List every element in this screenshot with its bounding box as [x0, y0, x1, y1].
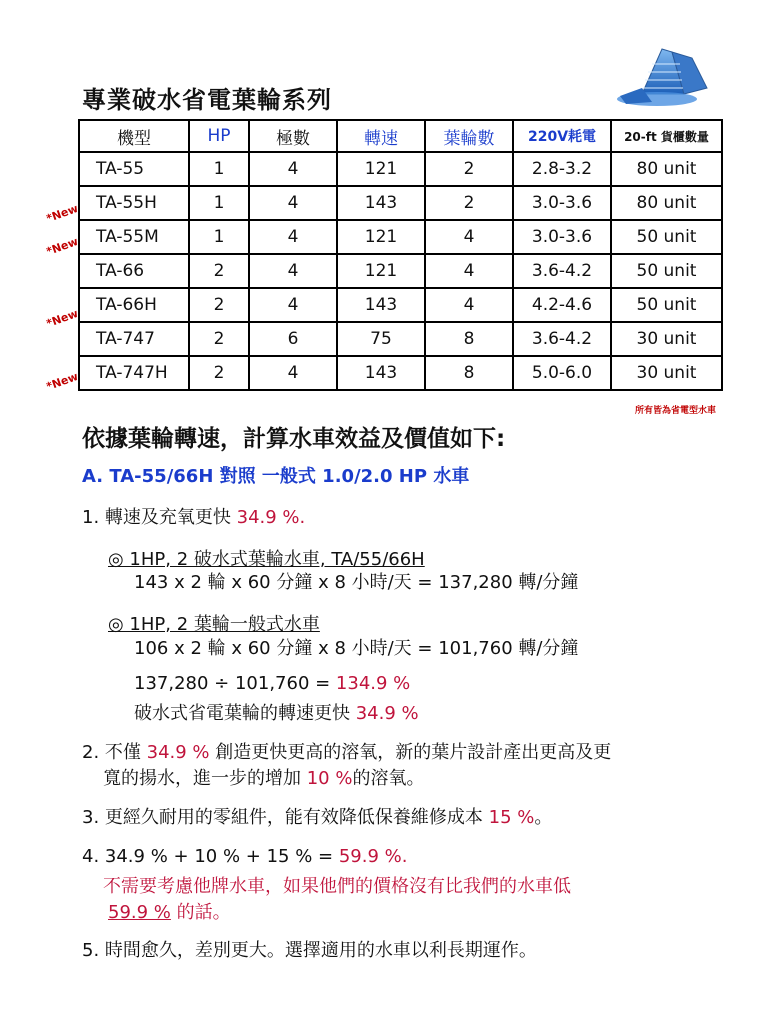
table-cell: 2: [189, 356, 249, 390]
bullet-1-calc: 143 x 2 輪 x 60 分鐘 x 8 小時/天 = 137,280 轉/分鐘: [134, 572, 579, 593]
header-power: 220V耗電: [513, 120, 611, 152]
table-cell: 2: [189, 322, 249, 356]
table-cell: 1: [189, 152, 249, 186]
table-row: [79, 254, 722, 288]
table-row: [79, 220, 722, 254]
table-cell: 143: [337, 288, 425, 322]
table-cell: 5.0-6.0: [513, 356, 611, 390]
table-cell: 6: [249, 322, 337, 356]
table-cell: 4: [425, 254, 513, 288]
building-logo-icon: [612, 44, 712, 108]
new-tag: *New: [44, 201, 80, 226]
item-2-line-2: [103, 764, 424, 790]
item-3-value: 15 %: [488, 807, 535, 828]
section-heading: 依據葉輪轉速，計算水車效益及價值如下:: [82, 426, 506, 452]
item-2-text-d: 的溶氧。: [352, 768, 425, 789]
table-cell: 143: [337, 186, 425, 220]
item-2-text-a: 2. 不僅: [82, 742, 147, 763]
table-cell: 4: [249, 288, 337, 322]
table-cell: 3.6-4.2: [513, 254, 611, 288]
page-title: 專業破水省電葉輪系列: [82, 86, 332, 114]
table-cell: 80 unit: [611, 152, 722, 186]
item-3: [82, 803, 552, 829]
table-header-row: [79, 120, 722, 152]
table-cell: 75: [337, 322, 425, 356]
bullet-1-title: ◎ 1HP, 2 破水式葉輪水車, TA/55/66H: [108, 549, 425, 570]
new-tag: *New: [44, 369, 80, 394]
table-cell: 2: [189, 288, 249, 322]
table-cell: TA-55: [79, 152, 189, 186]
table-cell: 4: [425, 288, 513, 322]
item-4-warning: 不需要考慮他牌水車，如果他們的價格沒有比我們的水車低: [103, 876, 571, 897]
table-cell: TA-66H: [79, 288, 189, 322]
faster-value: 34.9 %: [355, 703, 419, 724]
table-cell: 3.0-3.6: [513, 186, 611, 220]
table-cell: 4: [249, 186, 337, 220]
table-cell: TA-55H: [79, 186, 189, 220]
item-5: 5. 時間愈久，差別更大。選擇適用的水車以利長期運作。: [82, 940, 537, 961]
item-4: [82, 846, 407, 867]
bullet-2-calc: 106 x 2 輪 x 60 分鐘 x 8 小時/天 = 101,760 轉/分鐘: [134, 638, 579, 659]
header-hp: HP: [189, 120, 249, 152]
table-row: [79, 152, 722, 186]
item-2-text-c: 寬的揚水，進一步的增加: [103, 768, 307, 789]
header-model: 機型: [79, 120, 189, 152]
ratio-text: 137,280 ÷ 101,760 =: [134, 673, 336, 694]
table-cell: 3.0-3.6: [513, 220, 611, 254]
table-cell: 143: [337, 356, 425, 390]
table-cell: 80 unit: [611, 186, 722, 220]
item-3-end: 。: [534, 807, 553, 828]
table-cell: 4: [249, 356, 337, 390]
table-cell: 50 unit: [611, 220, 722, 254]
table-cell: TA-747H: [79, 356, 189, 390]
item-4-value: 59.9 %.: [338, 846, 408, 867]
table-cell: 50 unit: [611, 288, 722, 322]
item-4-warning-value: 59.9 %: [108, 902, 171, 923]
table-cell: 8: [425, 356, 513, 390]
table-cell: 4: [249, 220, 337, 254]
item-2-line-1: [82, 738, 611, 764]
item-4-warning-2: [108, 898, 231, 924]
table-cell: 2: [189, 254, 249, 288]
item-1: [82, 503, 305, 529]
bullet-2-title: ◎ 1HP, 2 葉輪一般式水車: [108, 614, 320, 635]
item-3-text: 3. 更經久耐用的零組件，能有效降低保養維修成本: [82, 807, 489, 828]
table-row: [79, 186, 722, 220]
ratio-line: [134, 673, 410, 694]
table-cell: 121: [337, 254, 425, 288]
table-footnote: 所有皆為省電型水車: [634, 406, 716, 416]
table-cell: 4: [249, 152, 337, 186]
item-2-value-1: 34.9 %: [146, 742, 210, 763]
faster-line: [134, 699, 419, 725]
table-row: [79, 288, 722, 322]
item-1-text: 1. 轉速及充氧更快: [82, 507, 237, 528]
table-cell: 4: [249, 254, 337, 288]
header-container: 20-ft 貨櫃數量: [611, 120, 722, 152]
new-tag: *New: [44, 306, 80, 331]
table-cell: TA-747: [79, 322, 189, 356]
table-cell: 4.2-4.6: [513, 288, 611, 322]
table-cell: 30 unit: [611, 356, 722, 390]
table-cell: 2.8-3.2: [513, 152, 611, 186]
header-speed: 轉速: [337, 120, 425, 152]
table-cell: 2: [425, 186, 513, 220]
table-cell: 2: [425, 152, 513, 186]
table-cell: 1: [189, 220, 249, 254]
new-tag: *New: [44, 234, 80, 259]
table-cell: 8: [425, 322, 513, 356]
table-cell: TA-55M: [79, 220, 189, 254]
item-4-text: 4. 34.9 % + 10 % + 15 % =: [82, 846, 339, 867]
spec-table: [78, 119, 723, 391]
table-cell: TA-66: [79, 254, 189, 288]
item-2-text-b: 創造更快更高的溶氧，新的葉片設計產出更高及更: [209, 742, 612, 763]
ratio-value: 134.9 %: [335, 673, 411, 694]
item-2-value-2: 10 %: [306, 768, 353, 789]
table-cell: 4: [425, 220, 513, 254]
table-cell: 1: [189, 186, 249, 220]
item-4-warning-end: 的話。: [170, 902, 231, 923]
item-1-value: 34.9 %.: [236, 507, 306, 528]
header-impellers: 葉輪數: [425, 120, 513, 152]
table-cell: 30 unit: [611, 322, 722, 356]
table-cell: 50 unit: [611, 254, 722, 288]
table-cell: 121: [337, 220, 425, 254]
section-a-heading: A. TA-55/66H 對照 一般式 1.0/2.0 HP 水車: [82, 466, 470, 487]
faster-text: 破水式省電葉輪的轉速更快: [134, 703, 356, 724]
table-row: [79, 356, 722, 390]
header-poles: 極數: [249, 120, 337, 152]
table-row: [79, 322, 722, 356]
table-cell: 121: [337, 152, 425, 186]
table-cell: 3.6-4.2: [513, 322, 611, 356]
